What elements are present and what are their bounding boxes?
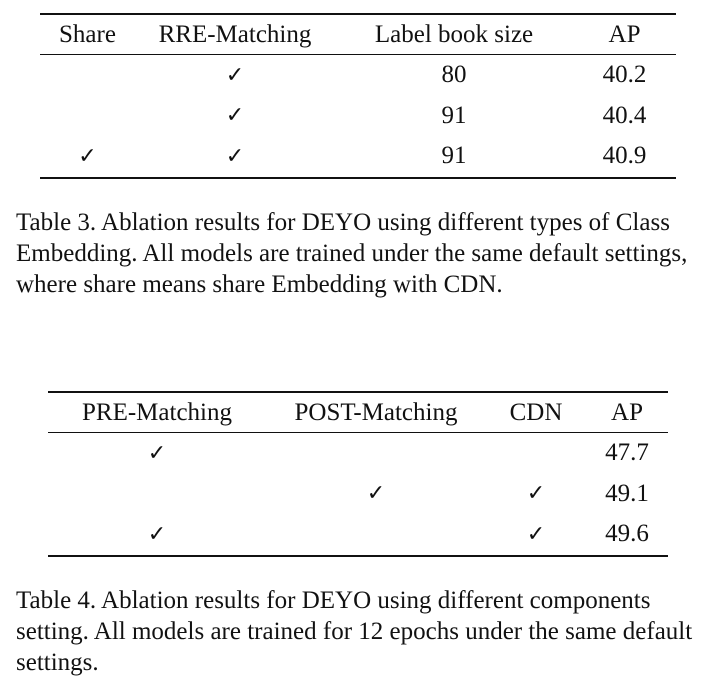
table-3 <box>40 13 676 179</box>
table-3-cell: 40.4 <box>602 101 647 129</box>
table-4-cell: ✓ <box>526 481 546 507</box>
table-3-cell <box>40 55 135 96</box>
table-3-cell: 40.9 <box>602 142 647 170</box>
table-3-cell: 91 <box>441 142 467 170</box>
table-4-header-row <box>48 392 668 433</box>
table-4-cell: 47.7 <box>605 439 649 467</box>
table-3-cell: ✓ <box>225 143 245 169</box>
table-row <box>40 55 676 96</box>
table-3-cell: ✓ <box>78 143 97 169</box>
table-4 <box>48 391 668 557</box>
table-3-cell: 80 <box>441 61 467 89</box>
table-3-cell <box>40 96 135 137</box>
table-3-caption: Table 3. Ablation results for DEYO using different types of Class Embedding. All models are trained under the same default settings, where share means share Embedding with CDN. <box>16 209 688 298</box>
table-3-header-rre-matching: RRE-Matching <box>135 14 335 55</box>
table-3-cell: 91 <box>441 101 467 129</box>
table-4-caption: Table 4. Ablation results for DEYO using different components setting. All models are trained for 12 epochs under the same default settings. <box>16 587 693 676</box>
table-3-cell: 40.2 <box>602 61 647 89</box>
table-row <box>48 474 668 515</box>
table-row <box>40 136 676 178</box>
table-4-cell: ✓ <box>526 521 546 547</box>
table-4-cell: 49.1 <box>605 479 649 507</box>
table-4-cell: ✓ <box>366 481 386 507</box>
table-4-cell <box>266 514 486 556</box>
table-3-header-ap: AP <box>573 14 676 55</box>
table-row <box>40 96 676 137</box>
table-4-cell: 49.6 <box>605 520 649 548</box>
table-4-header-cdn: CDN <box>486 392 586 433</box>
table-4-cell: ✓ <box>147 521 167 547</box>
table-4-header-ap: AP <box>586 392 668 433</box>
table-3-header-label-book-size: Label book size <box>335 14 573 55</box>
table-4-cell <box>266 433 486 474</box>
table-row <box>48 433 668 474</box>
table-3-header-share: Share <box>40 14 135 55</box>
table-3-header-row <box>40 14 676 55</box>
table-4-header-pre-matching: PRE-Matching <box>48 392 266 433</box>
table-4-header-post-matching: POST-Matching <box>266 392 486 433</box>
table-4-cell <box>486 433 586 474</box>
table-4-cell <box>48 474 266 515</box>
table-4-cell: ✓ <box>147 440 167 466</box>
table-3-cell: ✓ <box>225 103 245 129</box>
table-row <box>48 514 668 556</box>
table-3-cell: ✓ <box>225 62 245 88</box>
